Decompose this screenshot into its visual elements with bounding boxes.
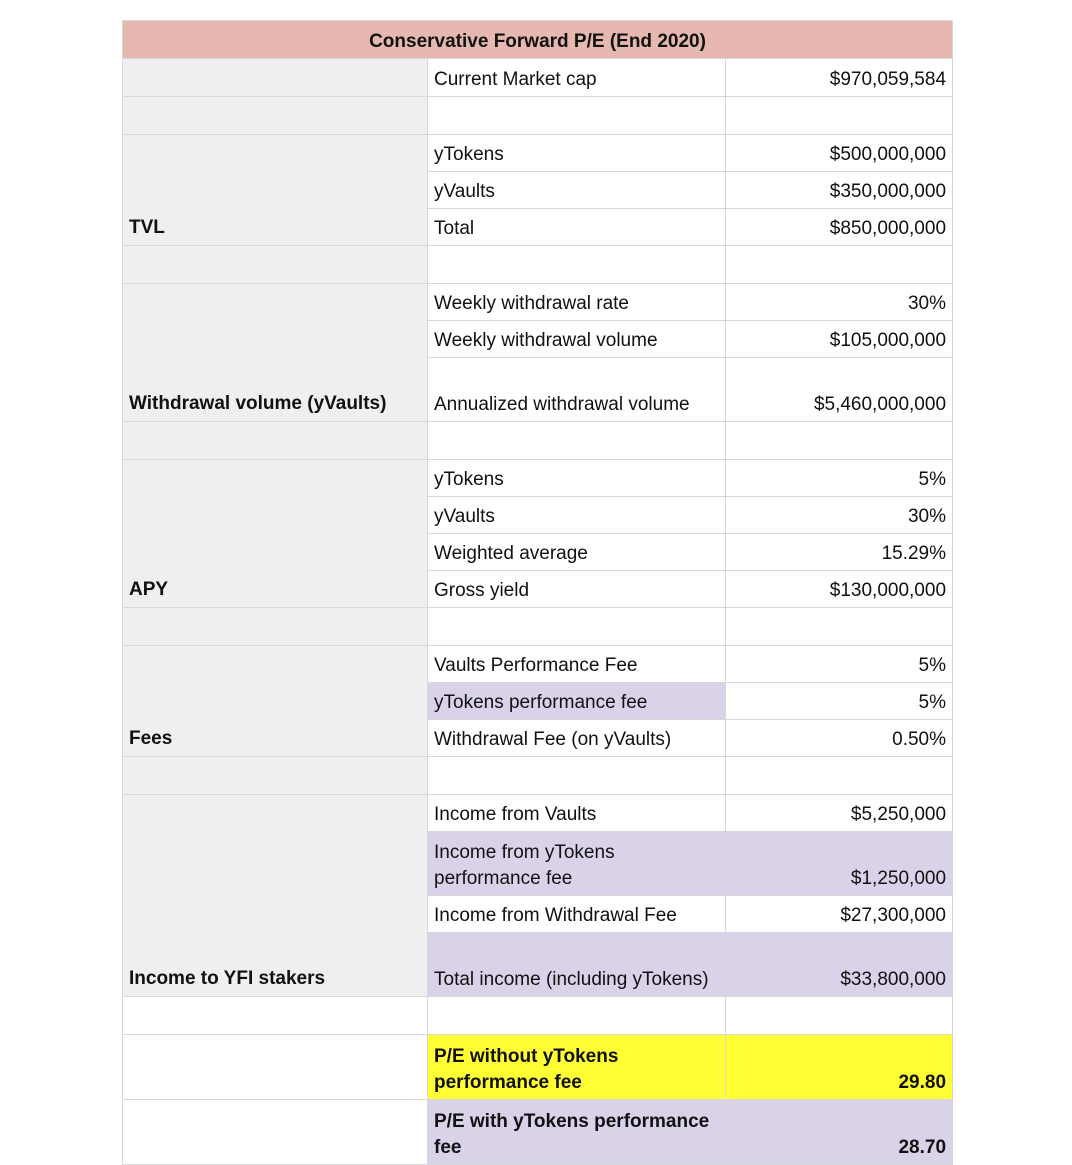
spacer-row (123, 608, 953, 646)
metric-value[interactable]: $5,460,000,000 (726, 358, 953, 422)
metric-label[interactable]: yVaults (428, 172, 726, 209)
metric-value[interactable]: $5,250,000 (726, 795, 953, 832)
section-label-tvl[interactable]: TVL (123, 135, 428, 246)
section-label-withdrawal[interactable]: Withdrawal volume (yVaults) (123, 284, 428, 422)
metric-value[interactable]: 30% (726, 497, 953, 534)
pe-label[interactable]: P/E with yTokens performance fee (428, 1100, 726, 1165)
table-row (123, 135, 953, 172)
sheet-title[interactable]: Conservative Forward P/E (End 2020) (123, 21, 953, 59)
table-row (123, 460, 953, 497)
spacer-row (123, 757, 953, 795)
metric-label[interactable]: yTokens (428, 460, 726, 497)
metric-label[interactable]: Annualized withdrawal volume (428, 358, 726, 422)
pe-value[interactable]: 29.80 (726, 1035, 953, 1100)
metric-label[interactable]: Gross yield (428, 571, 726, 608)
section-label-income[interactable]: Income to YFI stakers (123, 795, 428, 997)
metric-value[interactable]: 5% (726, 646, 953, 683)
metric-label[interactable]: Vaults Performance Fee (428, 646, 726, 683)
metric-value[interactable]: $970,059,584 (726, 59, 953, 97)
metric-value[interactable]: $105,000,000 (726, 321, 953, 358)
empty-cell[interactable] (123, 608, 428, 646)
pe-value[interactable]: 28.70 (726, 1100, 953, 1165)
metric-label[interactable]: Income from Vaults (428, 795, 726, 832)
empty-cell[interactable] (123, 246, 428, 284)
empty-cell[interactable] (123, 1100, 428, 1165)
empty-cell[interactable] (123, 422, 428, 460)
metric-value[interactable]: $1,250,000 (726, 832, 953, 896)
metric-value[interactable]: 15.29% (726, 534, 953, 571)
metric-label[interactable]: Total (428, 209, 726, 246)
empty-cell[interactable] (428, 608, 726, 646)
metric-value[interactable]: $350,000,000 (726, 172, 953, 209)
metric-label[interactable]: Income from Withdrawal Fee (428, 896, 726, 933)
table-row (123, 795, 953, 832)
spacer-row (123, 997, 953, 1035)
metric-value[interactable]: 5% (726, 683, 953, 720)
table-row (123, 1100, 953, 1165)
metric-label[interactable]: Weighted average (428, 534, 726, 571)
empty-cell[interactable] (726, 246, 953, 284)
title-row (123, 21, 953, 59)
empty-cell[interactable] (726, 97, 953, 135)
metric-label[interactable]: Withdrawal Fee (on yVaults) (428, 720, 726, 757)
metric-label[interactable]: Total income (including yTokens) (428, 933, 726, 997)
empty-cell[interactable] (726, 757, 953, 795)
metric-value[interactable]: 0.50% (726, 720, 953, 757)
empty-cell[interactable] (726, 997, 953, 1035)
metric-label[interactable]: Weekly withdrawal volume (428, 321, 726, 358)
empty-cell[interactable] (428, 997, 726, 1035)
empty-cell[interactable] (428, 422, 726, 460)
spreadsheet-table (122, 20, 953, 1165)
section-label-apy[interactable]: APY (123, 460, 428, 608)
table-row (123, 59, 953, 97)
pe-label[interactable]: P/E without yTokens performance fee (428, 1035, 726, 1100)
metric-value[interactable]: $500,000,000 (726, 135, 953, 172)
empty-cell[interactable] (123, 97, 428, 135)
spacer-row (123, 422, 953, 460)
section-label-fees[interactable]: Fees (123, 646, 428, 757)
metric-value[interactable]: $27,300,000 (726, 896, 953, 933)
metric-value[interactable]: $850,000,000 (726, 209, 953, 246)
empty-cell[interactable] (123, 997, 428, 1035)
empty-cell[interactable] (428, 97, 726, 135)
metric-value[interactable]: $130,000,000 (726, 571, 953, 608)
empty-cell[interactable] (428, 757, 726, 795)
table-row (123, 646, 953, 683)
spacer-row (123, 246, 953, 284)
empty-cell[interactable] (123, 757, 428, 795)
metric-value[interactable]: 30% (726, 284, 953, 321)
empty-cell[interactable] (726, 422, 953, 460)
metric-label[interactable]: Weekly withdrawal rate (428, 284, 726, 321)
table-row (123, 284, 953, 321)
metric-label[interactable]: Current Market cap (428, 59, 726, 97)
empty-cell[interactable] (726, 608, 953, 646)
table-row (123, 1035, 953, 1100)
spacer-row (123, 97, 953, 135)
metric-value[interactable]: 5% (726, 460, 953, 497)
empty-cell[interactable] (123, 1035, 428, 1100)
metric-label[interactable]: yTokens (428, 135, 726, 172)
metric-label[interactable]: Income from yTokens performance fee (428, 832, 726, 896)
metric-label[interactable]: yVaults (428, 497, 726, 534)
empty-cell[interactable] (428, 246, 726, 284)
metric-label[interactable]: yTokens performance fee (428, 683, 726, 720)
metric-value[interactable]: $33,800,000 (726, 933, 953, 997)
label-cell[interactable] (123, 59, 428, 97)
